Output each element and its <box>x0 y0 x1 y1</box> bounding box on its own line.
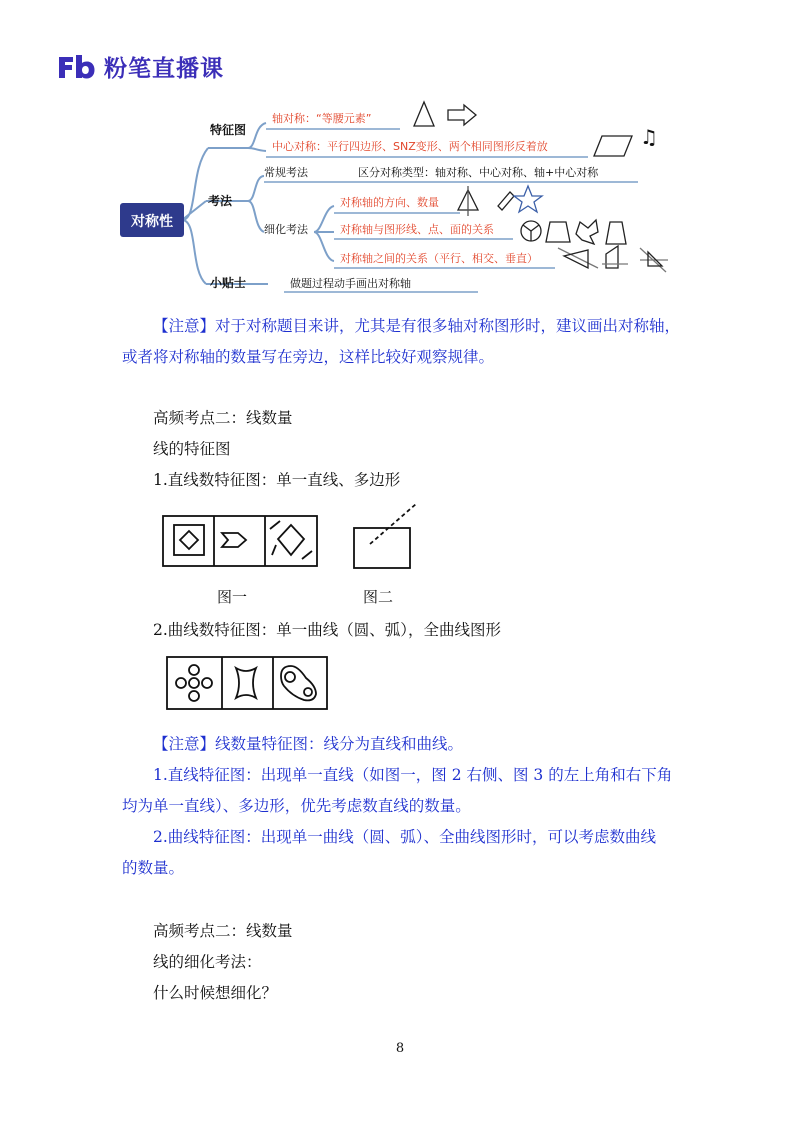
mindmap-center-label: 中心对称：平行四边形、SNZ变形、两个相同图形反着放 <box>272 140 548 153</box>
section-1-item-2-wrap <box>122 615 682 646</box>
figure-2-caption: 图二 <box>363 588 394 606</box>
triangle-perpendicular-icon <box>648 252 662 266</box>
trapezoid-icon <box>546 222 570 242</box>
mindmap-method: 考法 <box>208 194 233 208</box>
shape-axis-relation-icon <box>606 246 618 268</box>
section-1-item-1: 1.直线数特征图：单一直线、多边形 <box>153 471 401 489</box>
puzzle-shape-icon <box>576 220 598 244</box>
figure-curve-lines <box>166 656 328 710</box>
funnel-shape-icon <box>606 222 626 244</box>
note-2 <box>122 729 682 884</box>
note-1-line-2: 或者将对称轴的数量写在旁边，这样比较好观察规律。 <box>122 348 495 366</box>
page-number: 8 <box>395 1041 405 1056</box>
section-1-heading: 高频考点二：线数量 <box>153 409 293 427</box>
mindmap-tip-desc: 做题过程动手画出对称轴 <box>290 277 411 290</box>
section-2-heading: 高频考点二：线数量 <box>153 922 293 940</box>
figure-1-caption: 图一 <box>217 588 248 606</box>
arrow-shape-icon <box>448 105 476 125</box>
mindmap-refined-2: 对称轴与图形线、点、面的关系 <box>340 223 494 236</box>
mindmap-refined-method: 细化考法 <box>264 223 308 236</box>
parallelogram-icon <box>594 136 632 156</box>
mindmap-refined-1: 对称轴的方向、数量 <box>340 196 439 209</box>
brand-logo <box>56 50 224 83</box>
mindmap-regular-desc: 区分对称类型：轴对称、中心对称、轴+中心对称 <box>358 166 599 179</box>
isosceles-triangle-icon <box>414 102 434 126</box>
note-1-line-1: 【注意】对于对称题目来讲，尤其是有很多轴对称图形时，建议画出对称轴， <box>153 317 681 335</box>
mindmap-feature-diagram: 特征图 <box>210 123 247 137</box>
note-2-p1-line-2: 均为单一直线）、多边形，优先考虑数直线的数量。 <box>122 797 471 815</box>
mindmap-refined-3: 对称轴之间的关系（平行、相交、垂直） <box>340 252 538 265</box>
note-2-title: 【注意】线数量特征图：线分为直线和曲线。 <box>153 735 464 753</box>
fenbi-logo-icon <box>56 53 96 81</box>
arrow-diagonal-icon <box>498 192 514 210</box>
section-1-item-2: 2.曲线数特征图：单一曲线（圆、弧），全曲线图形 <box>153 621 502 639</box>
star-icon <box>514 186 542 212</box>
section-2-question: 什么时候想细化？ <box>153 984 278 1002</box>
symmetry-mindmap <box>118 98 688 304</box>
note-2-p2-line-2: 的数量。 <box>122 859 185 877</box>
note-2-p2-line-1: 2.曲线特征图：出现单一曲线（圆、弧）、全曲线图形时，可以考虑数曲线 <box>153 828 657 846</box>
figure-straight-lines-1 <box>162 515 318 567</box>
mindmap-tip: 小贴士 <box>210 276 247 290</box>
section-2-subheading: 线的细化考法： <box>153 953 262 971</box>
mindmap-regular-method: 常规考法 <box>264 166 308 179</box>
figure-straight-lines-2 <box>350 500 440 572</box>
mindmap-root: 对称性 <box>131 214 173 230</box>
mindmap-axis-label: 轴对称：“等腰元素” <box>272 112 372 125</box>
section-1-subheading: 线的特征图 <box>153 440 231 458</box>
brand-name: 粉笔直播课 <box>104 56 224 82</box>
section-1 <box>122 403 682 496</box>
note-1 <box>122 311 682 373</box>
section-2 <box>122 916 682 1009</box>
music-note-icon: ♫ <box>640 125 658 149</box>
note-2-p1-line-1: 1.直线特征图：出现单一直线（如图一，图 2 右侧、图 3 的左上角和右下角 <box>153 766 673 784</box>
